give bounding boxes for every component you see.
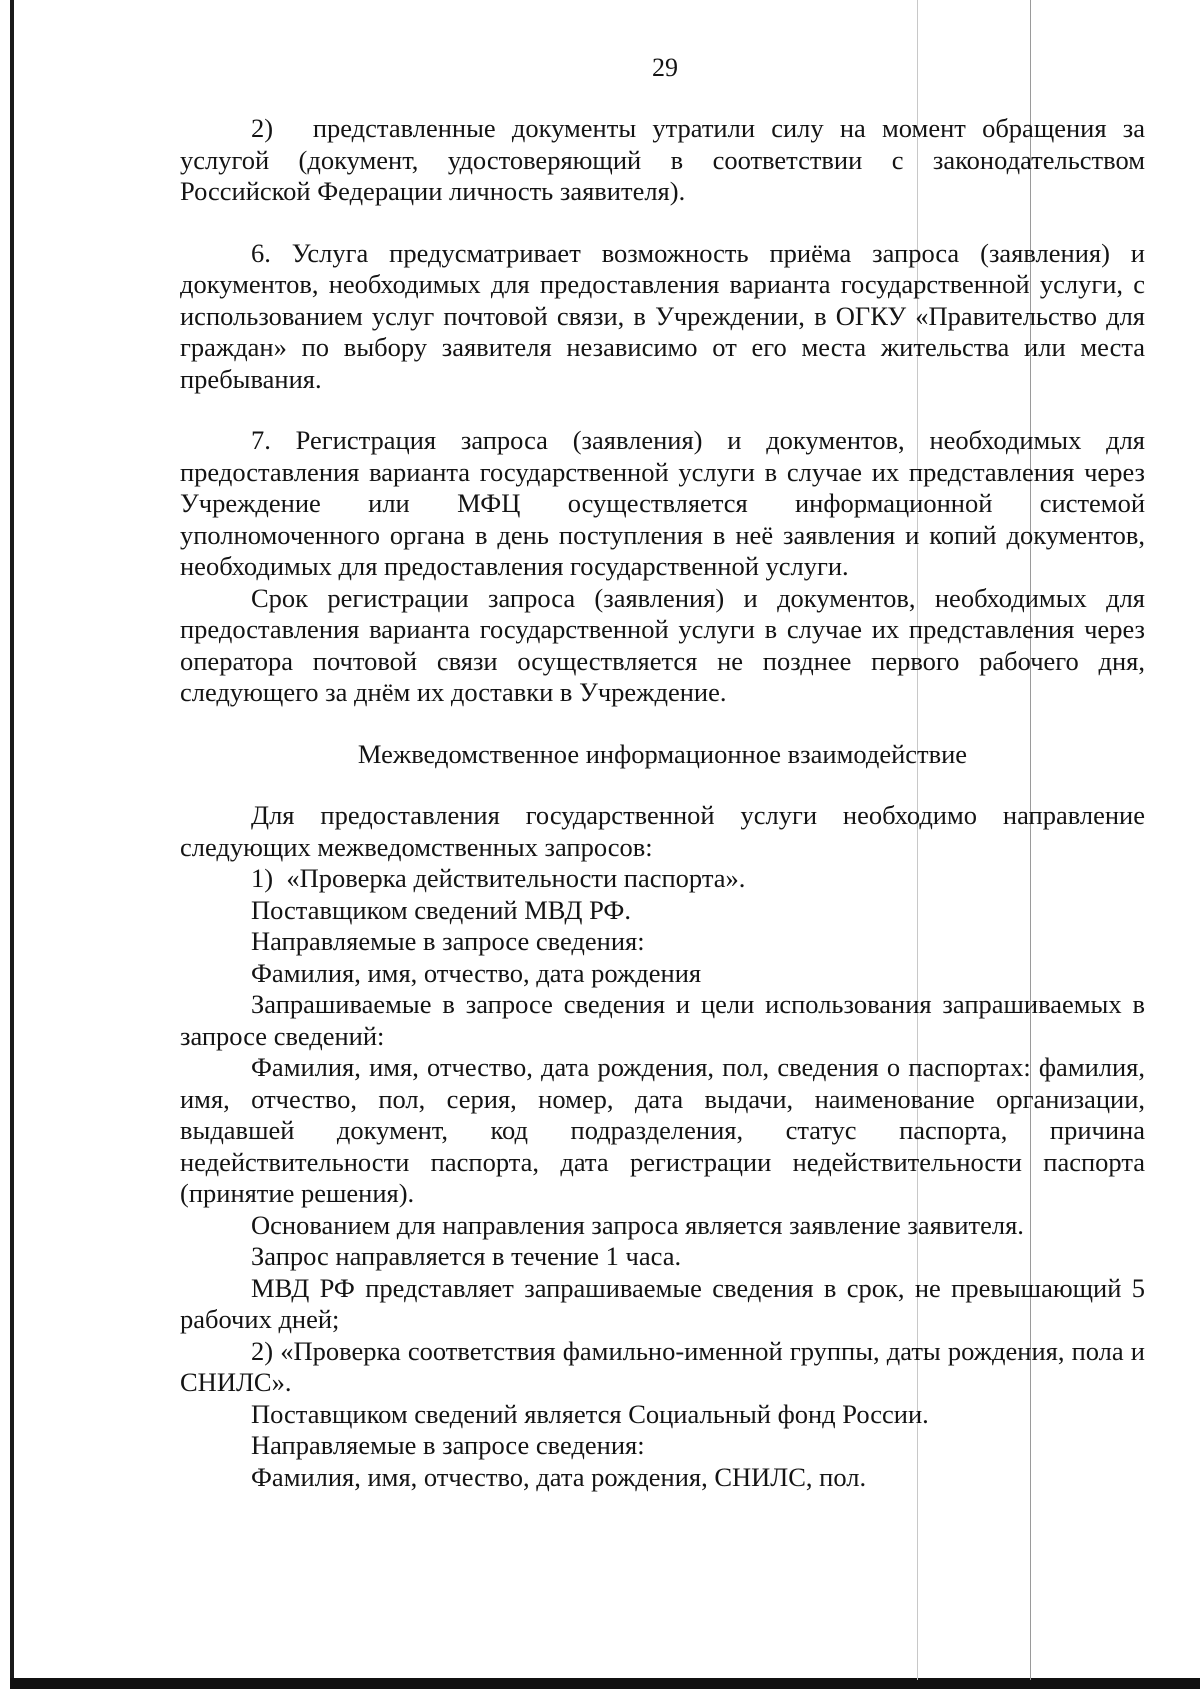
paragraph-request-1: 1) «Проверка действительности паспорта». bbox=[251, 863, 746, 893]
paragraph-section-7: 7. Регистрация запроса (заявления) и документов, необходимых для предоставления варианта государственной услуги в случае их представления через Учреждение или МФЦ осуществляется информационной системой уполномоченного органа в день поступления в неё заявления и копий документов, необходимых для предоставления государственной услуги. bbox=[180, 425, 1145, 581]
page-number: 29 bbox=[652, 53, 678, 82]
paragraph-registration-term: Срок регистрации запроса (заявления) и документов, необходимых для предоставления варианта государственной услуги в случае их представления через оператора почтовой связи осуществляется не позднее первого рабочего дня, следующего за днём их доставки в Учреждение. bbox=[180, 582, 1145, 707]
paragraph-sent-label-2: Направляемые в запросе сведения: bbox=[251, 1430, 645, 1460]
scan-border-left bbox=[10, 0, 14, 1680]
paragraph-timing-1: Запрос направляется в течение 1 часа. bbox=[251, 1241, 682, 1271]
paragraph-provider-1: Поставщиком сведений МВД РФ. bbox=[251, 894, 631, 925]
paragraph-sent-fields-1: Фамилия, имя, отчество, дата рождения bbox=[251, 957, 702, 988]
paragraph-section-6: 6. Услуга предусматривает возможность приёма запроса (заявления) и документов, необходимых для предоставления варианта государственной услуги, с использованием услуг почтовой связи, в Учреждении, в ОГКУ «Правительство для граждан» по выбору заявителя независимо от его места жительства или места пребывания. bbox=[180, 237, 1145, 394]
paragraph-basis-1: Основанием для направления запроса является заявление заявителя. bbox=[251, 1209, 1024, 1240]
paragraph-gap bbox=[180, 208, 1145, 238]
paragraph-gap bbox=[180, 709, 1145, 739]
paragraph-item-2: 2) представленные документы утратили силу на момент обращения за услугой (документ, удостоверяющий в соответствии с законодательством Российской Федерации личность заявителя). bbox=[180, 113, 1145, 206]
document-body bbox=[180, 113, 1145, 1493]
paragraph-sent-fields-2: Фамилия, имя, отчество, дата рождения, СНИЛС, пол. bbox=[251, 1461, 867, 1492]
paragraph-requested-label-1: Запрашиваемые в запросе сведения и цели использования запрашиваемых в запросе сведений: bbox=[180, 989, 1145, 1051]
paragraph-request-2: 2) «Проверка соответствия фамильно-именной группы, даты рождения, пола и СНИЛС». bbox=[180, 1335, 1145, 1397]
paragraph-deadline-1: МВД РФ представляет запрашиваемые сведения в срок, не превышающий 5 рабочих дней; bbox=[180, 1272, 1145, 1334]
paragraph-sent-label-1: Направляемые в запросе сведения: bbox=[251, 926, 645, 956]
paragraph-gap bbox=[180, 770, 1145, 800]
paragraph-intro: Для предоставления государственной услуги необходимо направление следующих межведомственных запросов: bbox=[180, 800, 1145, 862]
paragraph-gap bbox=[180, 395, 1145, 425]
paragraph-requested-fields-1: Фамилия, имя, отчество, дата рождения, пол, сведения о паспортах: фамилия, имя, отчество, пол, серия, номер, дата выдачи, наименование организации, выдавшей документ, код подразделения, статус паспорта, причина недействительности паспорта, дата регистрации недействительности паспорта (принятие решения). bbox=[180, 1052, 1145, 1208]
section-heading: Межведомственное информационное взаимодействие bbox=[357, 738, 968, 769]
scan-border-bottom bbox=[10, 1678, 1200, 1689]
paragraph-provider-2: Поставщиком сведений является Социальный фонд России. bbox=[251, 1398, 929, 1429]
